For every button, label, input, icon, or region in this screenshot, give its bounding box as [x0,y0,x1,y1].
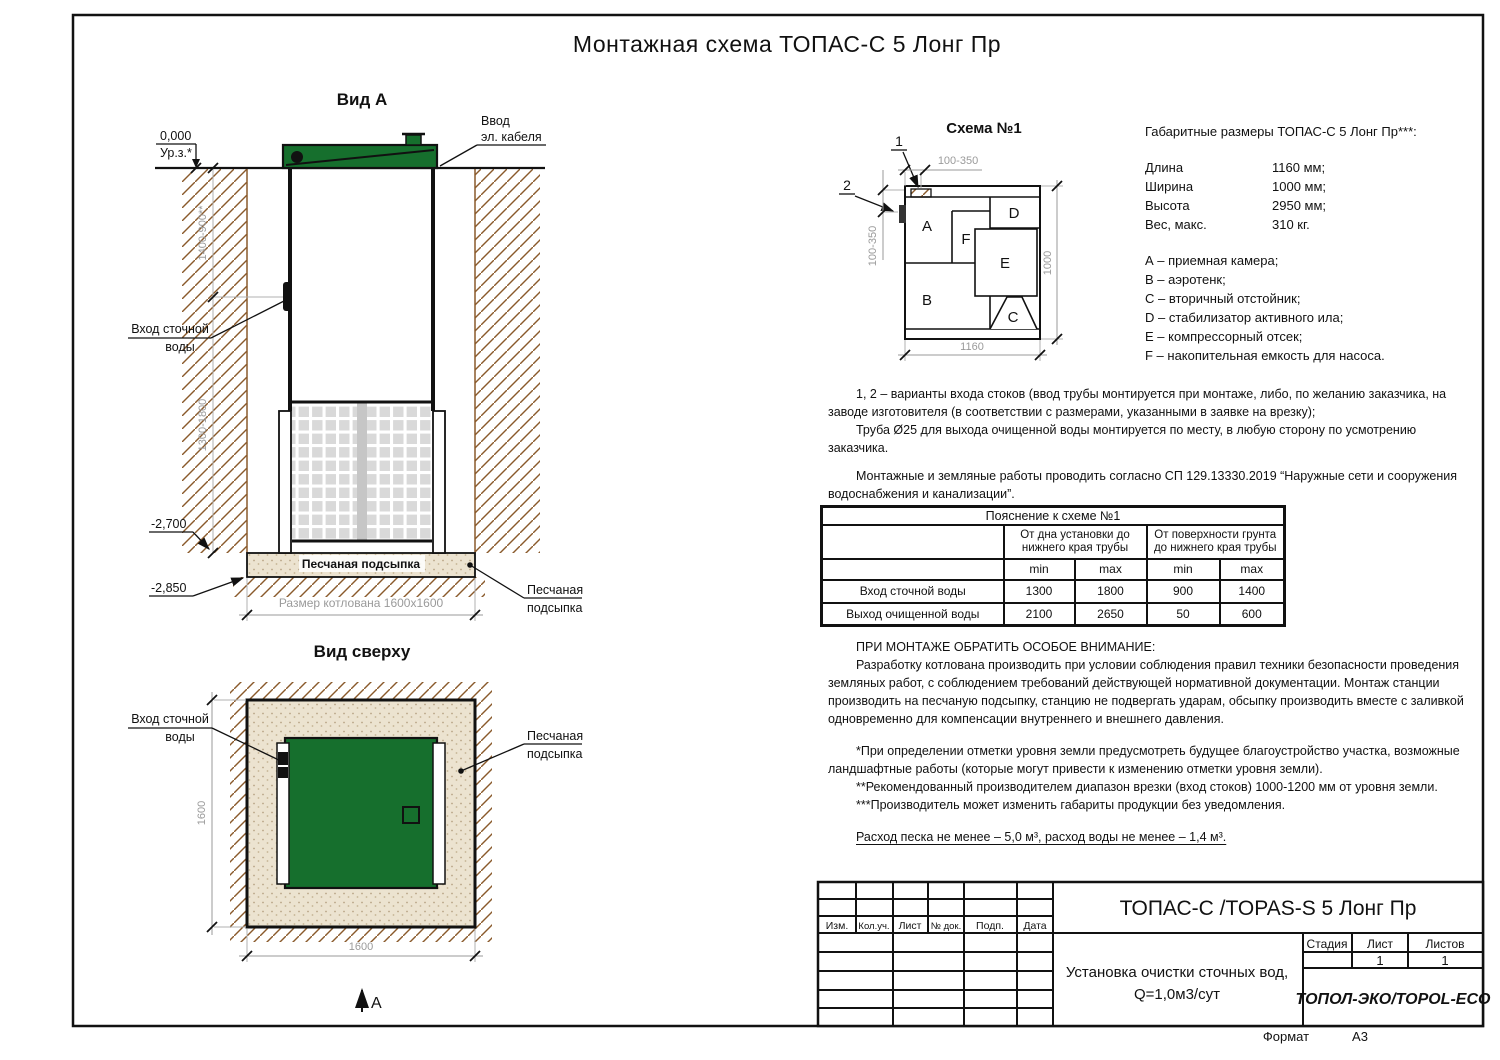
dim-inlet-depth: 1400-900** [197,205,209,261]
compartment-b-label: В [921,292,933,309]
stamp-description-line2: Q=1,0м3/сут [1134,986,1220,1003]
format-label: Формат [1262,1029,1310,1044]
plan-sand-line1: Песчаная [527,729,584,743]
attention-note1: *При определении отметки уровня земли предусмотреть будущее благоустройство участка, возможные ландшафтные работы (которые могут привести к изменению отметки уровня земли). [828,744,1460,776]
sand-callout-line2: подсыпка [527,601,583,615]
inlet-mark-2 [278,767,288,778]
note-inlet-variants: 1, 2 – варианты входа стоков (ввод трубы монтируется при монтаже, либо, по желанию заказчика, на заводе изготовителя (в соответствии с размерами, указанными в заявке на врезку); [828,387,1447,419]
view-top-title: Вид сверху [313,642,411,661]
stamp-col-izm: Изм. [825,920,849,932]
page-title: Монтажная схема ТОПАС-С 5 Лонг Пр [572,31,1002,57]
overall-row-height: Высота 2950 мм; [1145,198,1327,213]
attention-block [828,638,1480,846]
inlet-variant-2-stub [899,205,906,223]
soil-hatch-bottom [233,577,485,597]
compartment-a-label: А [921,218,933,235]
inlet-stub [283,282,292,311]
legend-a: А – приемная камера; [1145,253,1279,268]
lid-port [291,151,303,163]
overall-title: Габаритные размеры ТОПАС-С 5 Лонг Пр***: [1145,124,1417,139]
scheme-title: Схема №1 [946,120,1022,137]
inlet-label-line1: Вход сточной [131,322,209,336]
inlet-mark-1 [278,752,288,765]
sand-bed-label: Песчаная подсыпка [301,557,421,571]
dim-pit-width: 1600 [348,941,374,953]
title-block [818,882,1491,1044]
format-value: А3 [1352,1029,1368,1044]
cable-label-line1: Ввод [481,114,510,128]
explanation-table [820,505,1286,627]
table-row-inlet: Вход сточной воды 1300 1800 900 1400 [822,580,1285,603]
tank-lid [283,134,437,168]
table-max2: max [1220,559,1285,580]
ground-level-label: Ур.з.* [160,146,192,160]
plan-inlet-line2: воды [165,730,195,744]
stamp-col-list: Лист [898,920,922,932]
stamp-description-line1: Установка очистки сточных вод, [1065,964,1289,981]
dim-scheme-length: 1160 [960,341,984,353]
soil-hatch-left [182,168,247,553]
dim-inlet-offset-top: 100-350 [937,155,979,167]
hatch-cover [403,807,419,823]
view-a-section [128,90,583,621]
legend-b: В – аэротенк; [1145,272,1226,287]
inlet-variant-1-stub [911,189,931,197]
soil-hatch-right [475,168,540,553]
stamp-col-data: Дата [1023,920,1047,932]
attention-note3: ***Производитель может изменить габариты продукции без уведомления. [856,798,1286,812]
inlet-label-line2: воды [165,340,195,354]
dim-body-depth: 1300-1800 [197,398,209,452]
table-min1: min [1004,559,1075,580]
view-a-title: Вид А [336,90,388,109]
stamp-company: ТОПОЛ-ЭКО/TOPOL-ECO [1295,991,1491,1008]
legend-f: F – накопительная емкость для насоса. [1145,348,1385,363]
stamp-sheet-value: 1 [1376,953,1384,968]
section-arrow-label: А [371,995,382,1012]
notes-block [828,385,1478,503]
scheme-1 [839,120,1063,361]
table-row-outlet: Выход очищенной воды 2100 2650 50 600 [822,603,1285,626]
cable-label-line2: эл. кабеля [481,130,542,144]
cable-entry-callout [440,114,546,166]
attention-excavation: Разработку котлована производить при условии соблюдения правил техники безопасности проведения земляных работ, с соблюдением требований действующей нормативной документации. Монтаж станции производить на песчаную подсыпку, станцию не подвергать ударам, обсыпку производить вместе с заливкой одновременно для компенсации внутреннего и внешнего давления. [828,658,1464,726]
compartment-e-label: Е [999,255,1011,272]
zero-level-value: 0,000 [160,129,192,143]
marker-1: 1 [895,133,903,149]
view-top-plan [128,642,583,1012]
overall-row-weight: Вес, макс. 310 кг. [1145,217,1310,232]
stamp-product-name: ТОПАС-С /TOPAS-S 5 Лонг Пр [1119,897,1417,920]
attention-note2: **Рекомендованный производителем диапазон врезки (вход стоков) 1000-1200 мм от уровня земли. [856,780,1438,794]
stamp-col-podp: Подп. [976,920,1004,932]
dim-scheme-width: 1000 [1042,250,1054,276]
consumption-note: Расход песка не менее – 5,0 м³, расход воды не менее – 1,4 м³. [856,830,1227,844]
mark-2700: -2,700 [151,517,187,531]
tank-flange-right [433,743,445,884]
section-arrow [362,990,382,1012]
table-group2-header: От поверхности грунта до нижнего края трубы [1147,525,1285,559]
legend-d: D – стабилизатор активного ила; [1145,310,1344,325]
tank-mesh-rib [357,401,367,542]
overall-row-width: Ширина 1000 мм; [1145,179,1327,194]
note-sp-standard: Монтажные и земляные работы проводить согласно СП 129.13330.2019 “Наружные сети и сооружения водоснабжения и канализации”. [828,469,1458,501]
zero-level-mark [156,129,201,173]
overall-dimensions-block [1145,122,1480,365]
compartment-f-label: F [961,231,971,248]
table-corner-cell [822,525,1004,559]
vent-stub [406,135,421,145]
sand-callout-line1: Песчаная [527,583,584,597]
stamp-sheets-value: 1 [1441,953,1449,968]
tank-skirt-left [279,411,291,553]
compartment-d-label: D [1008,205,1020,222]
tank-skirt-right [433,411,445,553]
dim-pit-height: 1600 [196,800,208,826]
legend-e: Е – компрессорный отсек; [1145,329,1303,344]
dim-inlet-offset-left: 100-350 [867,225,879,267]
table-group1-header: От дна установки до нижнего края трубы [1004,525,1147,559]
compartment-c-label: С [1007,309,1019,326]
pit-size-label: Размер котлована 1600х1600 [278,596,444,610]
plan-inlet-line1: Вход сточной [131,712,209,726]
mark-2850: -2,850 [151,581,187,595]
stamp-sheets-label: Листов [1425,937,1465,951]
attention-heading: ПРИ МОНТАЖЕ ОБРАТИТЬ ОСОБОЕ ВНИМАНИЕ: [856,640,1156,654]
marker-2: 2 [843,177,851,193]
stamp-col-koluch: Кол.уч. [858,921,890,932]
stamp-stage-label: Стадия [1306,937,1348,951]
table-title: Пояснение к схеме №1 [822,507,1285,525]
note-outlet-pipe: Труба Ø25 для выхода очищенной воды монтируется по месту, в любую сторону по усмотрению заказчика. [828,423,1417,455]
legend-c: С – вторичный отстойник; [1145,291,1301,306]
plan-sand-line2: подсыпка [527,747,583,761]
table-max1: max [1075,559,1147,580]
table-min2: min [1147,559,1220,580]
overall-row-length: Длина 1160 мм; [1145,160,1326,175]
stamp-sheet-label: Лист [1366,937,1394,951]
stamp-col-ndok: № док. [930,921,962,932]
